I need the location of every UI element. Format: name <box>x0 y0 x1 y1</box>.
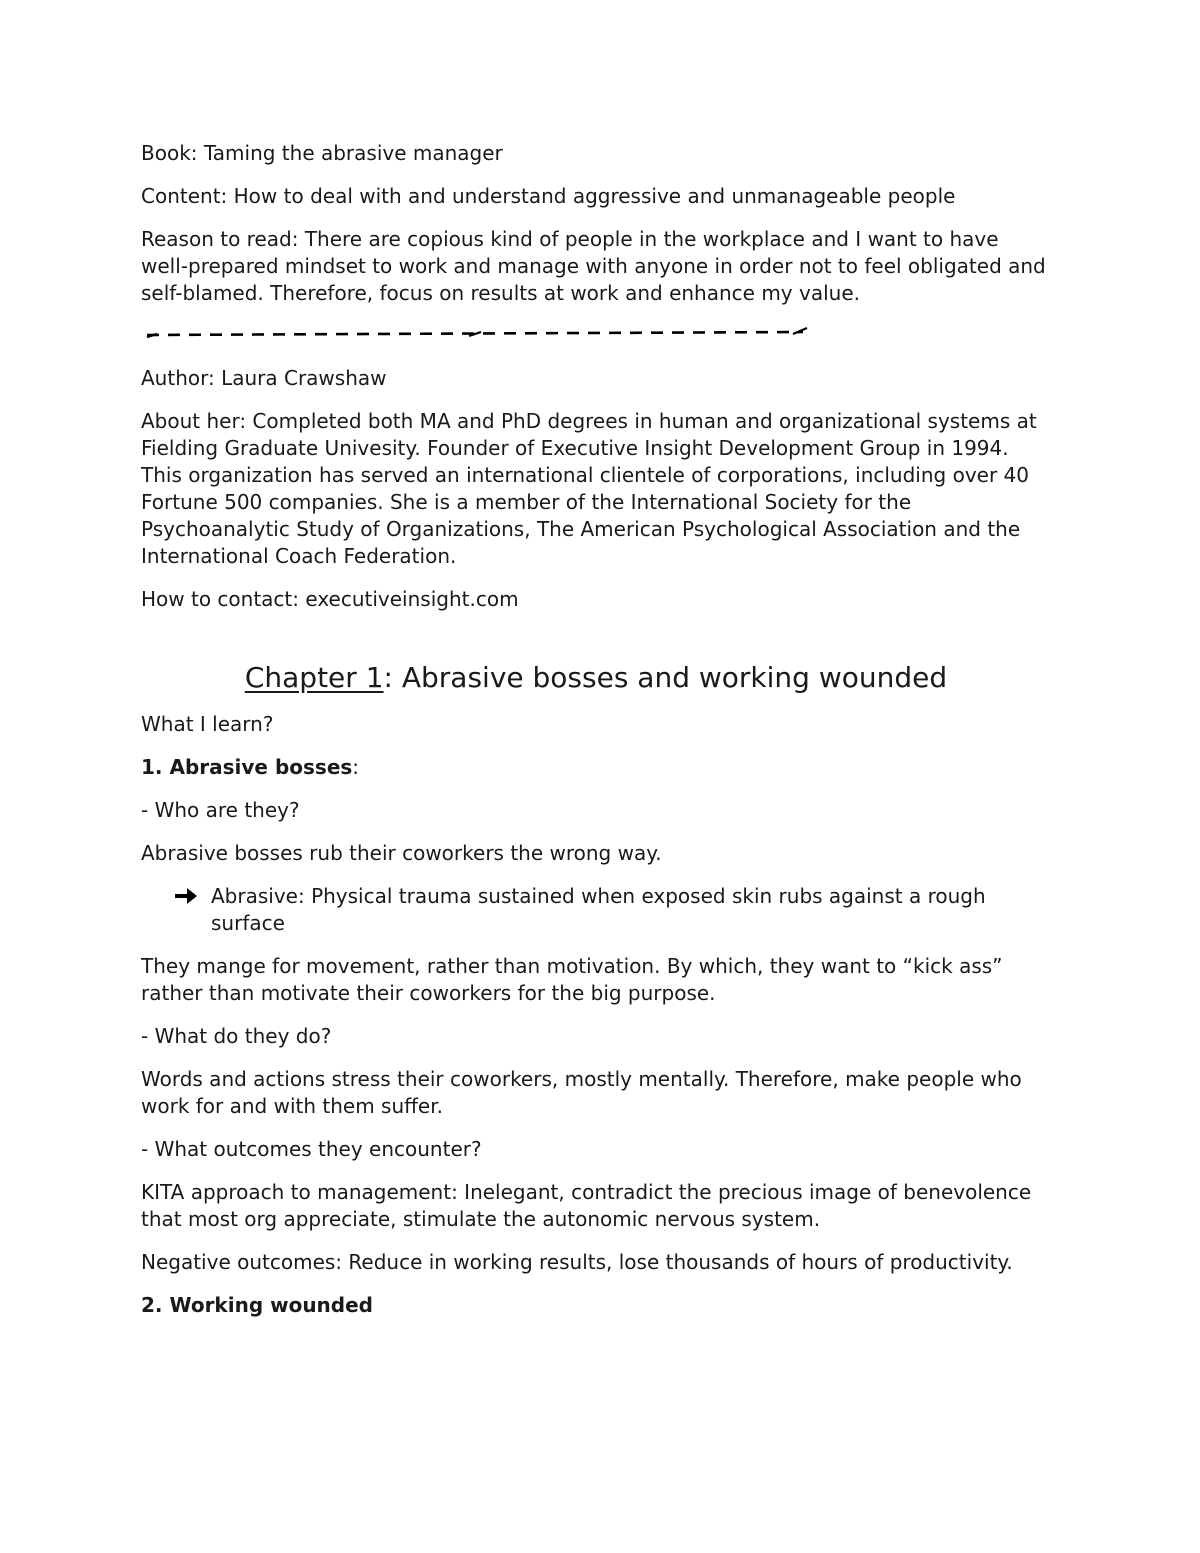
bullet-text: Abrasive: Physical trauma sustained when exposed skin rubs against a rough surface <box>211 884 986 935</box>
right-arrow-icon <box>173 884 199 908</box>
question-outcomes: - What outcomes they encounter? <box>141 1137 482 1161</box>
paragraph-negative-outcomes: Negative outcomes: Reduce in working results, lose thousands of hours of productivity. <box>141 1250 1013 1274</box>
author-line: Author: Laura Crawshaw <box>141 366 387 390</box>
section-heading-abrasive-bosses <box>141 754 1051 781</box>
contact-line: How to contact: executiveinsight.com <box>141 587 519 611</box>
bullet-item <box>141 883 1051 937</box>
section-heading-working-wounded: 2. Working wounded <box>141 1293 373 1317</box>
paragraph-abrasive-bosses: Abrasive bosses rub their coworkers the wrong way. <box>141 841 662 865</box>
what-i-learn: What I learn? <box>141 712 274 736</box>
paragraph-stress: Words and actions stress their coworkers, mostly mentally. Therefore, make people who work for and with them suffer. <box>141 1067 1022 1118</box>
chapter-title-text: : Abrasive bosses and working wounded <box>383 661 948 694</box>
reason-paragraph: Reason to read: There are copious kind of people in the workplace and I want to have well-prepared mindset to work and manage with anyone in order not to feel obligated and self-blamed. Therefore, focus on results at work and enhance my value. <box>141 227 1046 305</box>
section-heading-text: 1. Abrasive bosses <box>141 755 353 779</box>
document-page <box>141 140 1051 1335</box>
book-line: Book: Taming the abrasive manager <box>141 141 503 165</box>
chapter-title <box>141 661 1051 695</box>
chapter-number: Chapter 1 <box>244 661 384 694</box>
section-heading-colon: : <box>352 755 360 779</box>
content-line: Content: How to deal with and understand aggressive and unmanageable people <box>141 184 956 208</box>
question-who: - Who are they? <box>141 798 300 822</box>
paragraph-kita: KITA approach to management: Inelegant, contradict the precious image of benevolence that most org appreciate, stimulate the autonomic nervous system. <box>141 1180 1032 1231</box>
dashed-divider <box>143 323 823 343</box>
paragraph-movement: They mange for movement, rather than motivation. By which, they want to “kick ass” rather than motivate their coworkers for the big purpose. <box>141 954 1003 1005</box>
question-what-do: - What do they do? <box>141 1024 332 1048</box>
about-paragraph: About her: Completed both MA and PhD degrees in human and organizational systems at Fielding Graduate Univesity. Founder of Executive Insight Development Group in 1994. This organization has served an international clientele of corporations, including over 40 Fortune 500 companies. She is a member of the International Society for the Psychoanalytic Study of Organizations, The American Psychological Association and the International Coach Federation. <box>141 409 1037 568</box>
